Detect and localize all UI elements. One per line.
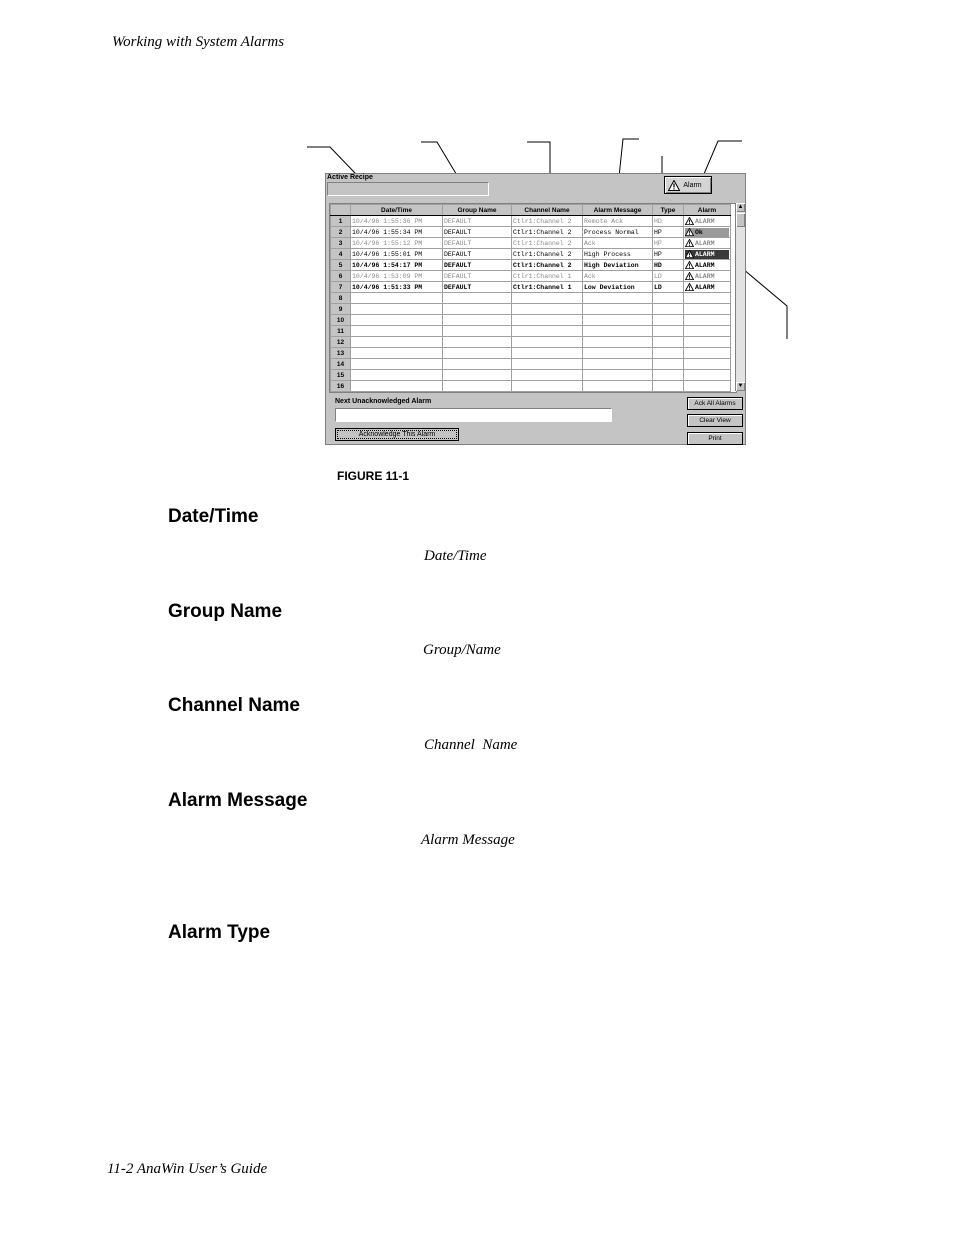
alarm-status-label: ALARM [695,239,715,247]
row-number[interactable]: 6 [331,271,351,282]
cell-datetime: 10/4/96 1:51:33 PM [351,282,443,293]
empty-cell [653,337,684,348]
cell-group-name: DEFAULT [443,238,512,249]
empty-cell [653,315,684,326]
empty-cell [443,326,512,337]
row-number[interactable]: 5 [331,260,351,271]
corner-header [331,205,351,216]
table-row-empty[interactable] [331,337,731,348]
cell-alarm-message: Remote Ack [583,216,653,227]
empty-cell [583,304,653,315]
empty-cell [684,337,731,348]
warning-icon [685,250,694,258]
empty-cell [443,359,512,370]
ack-all-alarms-button[interactable]: Ack All Alarms [687,397,743,410]
empty-cell [653,359,684,370]
cell-alarm-status [684,282,731,293]
heading-channel-name: Channel Name [168,695,300,716]
cell-datetime: 10/4/96 1:55:12 PM [351,238,443,249]
table-row-empty[interactable] [331,370,731,381]
acknowledge-this-alarm-button[interactable]: Acknowledge This Alarm [335,428,459,441]
cell-type: HP [653,238,684,249]
cell-group-name: DEFAULT [443,227,512,238]
row-number[interactable]: 4 [331,249,351,260]
table-row[interactable] [331,227,731,238]
col-header-alarm[interactable]: Alarm [684,205,731,216]
table-row-empty[interactable] [331,304,731,315]
figure-caption: FIGURE 11-1 [337,469,410,483]
row-number[interactable]: 2 [331,227,351,238]
empty-cell [512,315,583,326]
col-header-datetime[interactable]: Date/Time [351,205,443,216]
print-button[interactable]: Print [687,432,743,445]
empty-cell [684,348,731,359]
cell-group-name: DEFAULT [443,216,512,227]
cell-alarm-status [684,216,731,227]
warning-icon [685,272,694,280]
alarm-grid [329,203,737,393]
cell-group-name: DEFAULT [443,282,512,293]
cell-channel-name: Ctlr1:Channel 1 [512,271,583,282]
empty-cell [443,304,512,315]
empty-cell [512,381,583,392]
alarm-status-label: ALARM [695,283,715,291]
cell-alarm-message: Ack [583,238,653,249]
cell-alarm-message: High Process [583,249,653,260]
alarm-status-label: ALARM [695,261,715,269]
active-recipe-label: Active Recipe [327,174,373,181]
empty-cell [443,348,512,359]
empty-cell [351,381,443,392]
empty-cell [351,326,443,337]
row-number[interactable]: 12 [331,337,351,348]
empty-cell [653,326,684,337]
cell-channel-name: Ctlr1:Channel 1 [512,282,583,293]
empty-cell [512,370,583,381]
row-number[interactable]: 3 [331,238,351,249]
clear-view-button[interactable]: Clear View [687,414,743,427]
empty-cell [583,359,653,370]
empty-cell [583,326,653,337]
vertical-scrollbar[interactable] [735,203,745,391]
empty-cell [512,348,583,359]
empty-cell [351,370,443,381]
empty-cell [684,370,731,381]
empty-cell [351,337,443,348]
row-number[interactable]: 15 [331,370,351,381]
alarm-status-label: Ok [695,228,703,236]
empty-cell [443,293,512,304]
cell-alarm-status [684,260,731,271]
active-recipe-field [327,182,489,196]
empty-cell [583,370,653,381]
running-head: Working with System Alarms [112,34,285,50]
page-footer: 11-2 AnaWin User’s Guide [107,1161,268,1177]
cell-datetime: 10/4/96 1:53:09 PM [351,271,443,282]
table-header-row [331,205,731,216]
cell-type: HP [653,227,684,238]
table-row[interactable] [331,238,731,249]
cell-channel-name: Ctlr1:Channel 2 [512,249,583,260]
warning-icon [685,261,694,269]
row-number[interactable]: 7 [331,282,351,293]
empty-cell [351,348,443,359]
table-row-empty[interactable] [331,348,731,359]
cell-alarm-status [684,271,731,282]
scroll-up-icon[interactable]: ▲ [737,204,744,210]
heading-group-name: Group Name [168,601,283,622]
next-unack-label: Next Unacknowledged Alarm [335,398,432,405]
row-number[interactable]: 13 [331,348,351,359]
empty-cell [583,337,653,348]
cell-datetime: 10/4/96 1:55:01 PM [351,249,443,260]
empty-cell [653,370,684,381]
table-row[interactable] [331,271,731,282]
empty-cell [351,304,443,315]
table-row-empty[interactable] [331,315,731,326]
warning-icon [685,283,694,291]
term-datetime: Date/Time [424,548,487,564]
cell-type: LD [653,282,684,293]
empty-cell [443,337,512,348]
empty-cell [583,348,653,359]
cell-type: HP [653,249,684,260]
empty-cell [443,381,512,392]
cell-alarm-status [684,227,731,238]
cell-datetime: 10/4/96 1:55:36 PM [351,216,443,227]
empty-cell [684,381,731,392]
alarm-status-label: ALARM [695,250,715,258]
empty-cell [684,304,731,315]
term-alarm-message: Alarm Message [421,832,515,848]
empty-cell [583,315,653,326]
table-row[interactable] [331,260,731,271]
empty-cell [684,326,731,337]
col-header-channel-name[interactable]: Channel Name [512,205,583,216]
warning-icon [685,217,694,225]
empty-cell [443,315,512,326]
table-row-empty[interactable] [331,359,731,370]
row-number[interactable]: 9 [331,304,351,315]
term-group-name: Group/Name [423,642,501,658]
table-row[interactable] [331,282,731,293]
empty-cell [684,359,731,370]
empty-cell [653,304,684,315]
cell-group-name: DEFAULT [443,260,512,271]
row-number[interactable]: 8 [331,293,351,304]
scroll-down-icon[interactable]: ▼ [737,383,744,389]
alarm-window [325,173,746,445]
table-row-empty[interactable] [331,381,731,392]
table-row-empty[interactable] [331,326,731,337]
empty-cell [351,293,443,304]
cell-alarm-message: Ack [583,271,653,282]
callout-alarmbutton-line [704,141,742,174]
row-number[interactable]: 10 [331,315,351,326]
cell-group-name: DEFAULT [443,249,512,260]
empty-cell [512,326,583,337]
col-header-alarm-message[interactable]: Alarm Message [583,205,653,216]
table-row[interactable] [331,216,731,227]
term-channel-name: Channel Name [424,737,518,753]
table-row-empty[interactable] [331,293,731,304]
empty-cell [684,293,731,304]
cell-channel-name: Ctlr1:Channel 2 [512,227,583,238]
row-number[interactable]: 1 [331,216,351,227]
cell-alarm-message: Low Deviation [583,282,653,293]
table-row[interactable] [331,249,731,260]
col-header-type[interactable]: Type [653,205,684,216]
alarm-status-label: ALARM [695,217,715,225]
alarm-status-label: ALARM [695,272,715,280]
alarm-button[interactable] [664,176,712,194]
empty-cell [653,348,684,359]
empty-cell [512,304,583,315]
empty-cell [684,315,731,326]
empty-cell [653,381,684,392]
warning-icon [685,239,694,247]
heading-alarm-message: Alarm Message [168,790,308,811]
row-number[interactable]: 16 [331,381,351,392]
empty-cell [512,293,583,304]
cell-channel-name: Ctlr1:Channel 2 [512,260,583,271]
empty-cell [443,370,512,381]
cell-datetime: 10/4/96 1:55:34 PM [351,227,443,238]
scroll-thumb[interactable] [736,213,745,227]
warning-icon [685,228,694,236]
next-unack-field [335,408,612,422]
alarm-button-label: Alarm [683,181,702,189]
cell-channel-name: Ctlr1:Channel 2 [512,216,583,227]
empty-cell [583,381,653,392]
alarm-table [330,204,731,392]
heading-datetime: Date/Time [168,506,259,527]
empty-cell [583,293,653,304]
cell-alarm-message: Process Normal [583,227,653,238]
warning-icon [668,180,680,191]
empty-cell [653,293,684,304]
cell-type: LD [653,271,684,282]
heading-alarm-type: Alarm Type [168,922,271,943]
cell-alarm-status [684,249,731,260]
row-number[interactable]: 11 [331,326,351,337]
empty-cell [351,359,443,370]
col-header-group-name[interactable]: Group Name [443,205,512,216]
cell-group-name: DEFAULT [443,271,512,282]
empty-cell [512,359,583,370]
empty-cell [351,315,443,326]
cell-datetime: 10/4/96 1:54:17 PM [351,260,443,271]
cell-alarm-status [684,238,731,249]
row-number[interactable]: 14 [331,359,351,370]
cell-type: HD [653,216,684,227]
empty-cell [512,337,583,348]
cell-type: HD [653,260,684,271]
cell-alarm-message: High Deviation [583,260,653,271]
cell-channel-name: Ctlr1:Channel 2 [512,238,583,249]
